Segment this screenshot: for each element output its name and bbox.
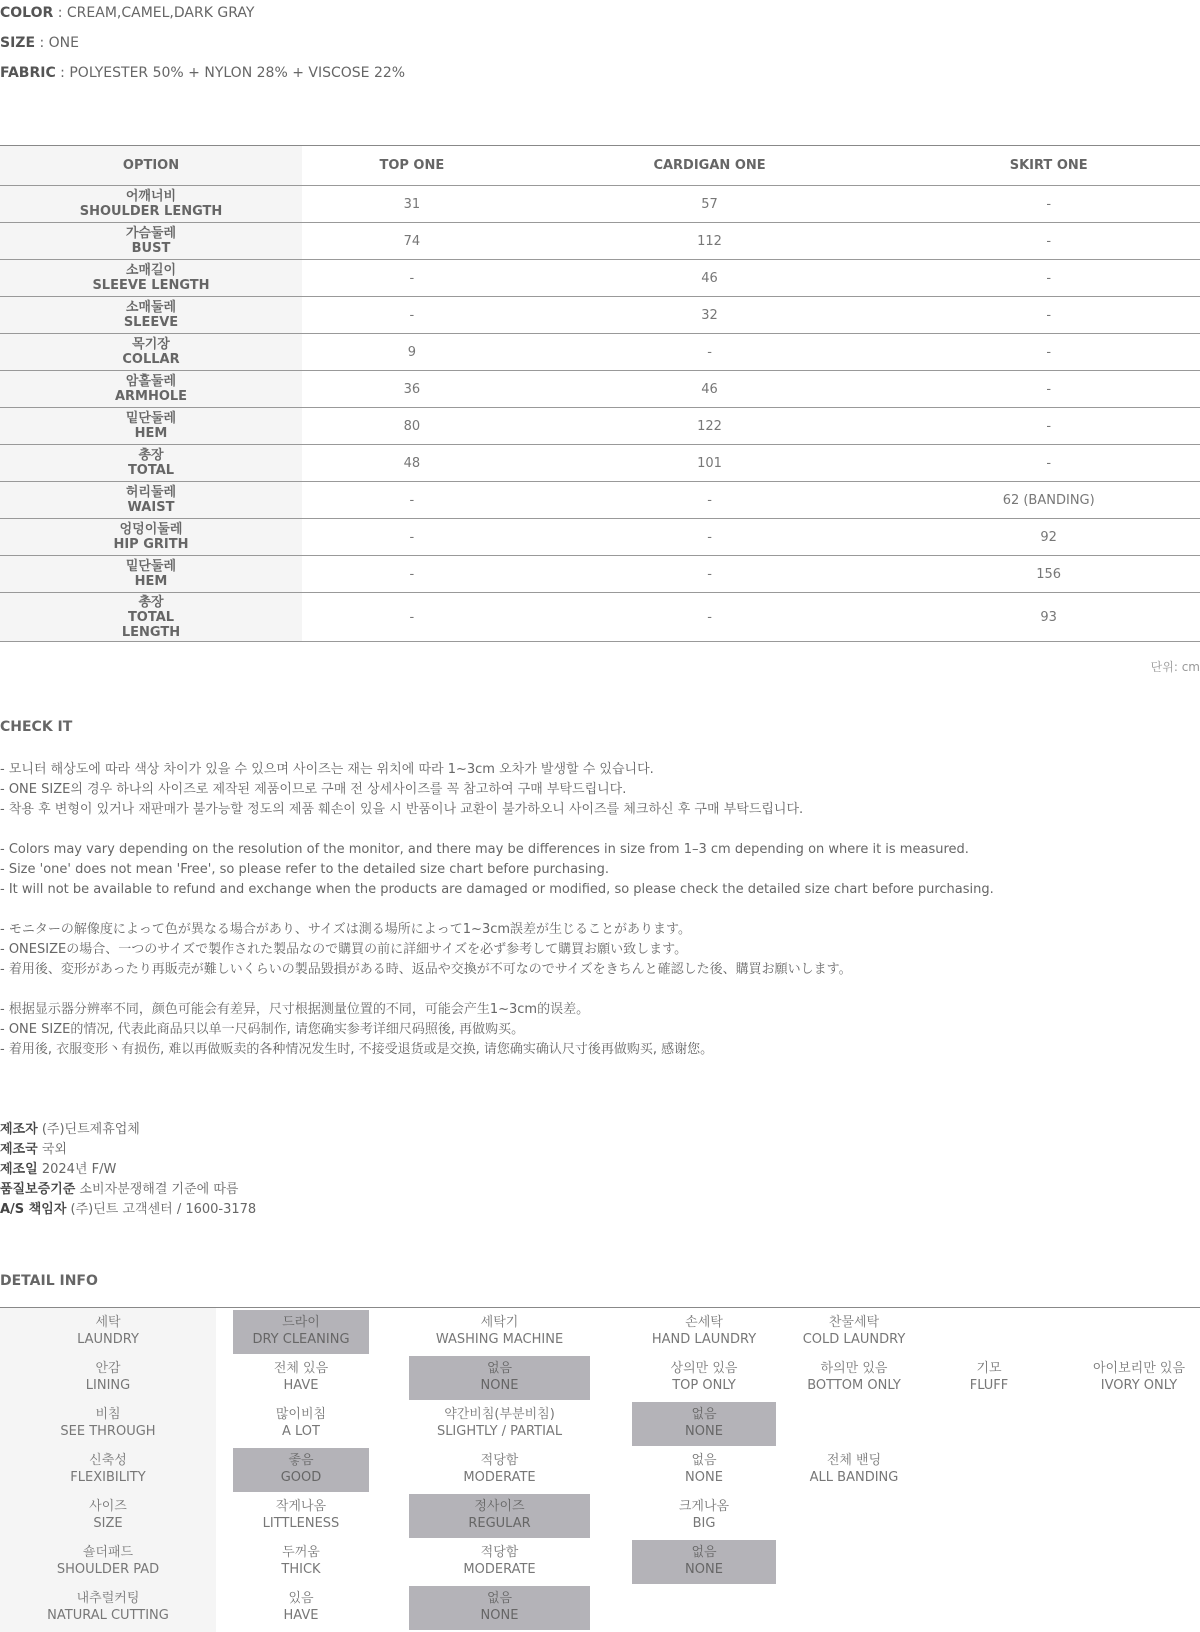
measure-label-ko: 밑단둘레 bbox=[125, 411, 177, 426]
detail-option-en: ALL BANDING bbox=[809, 1470, 899, 1485]
detail-option bbox=[409, 1540, 590, 1584]
measure-label-en: HEM bbox=[134, 574, 168, 589]
detail-option-en: WASHING MACHINE bbox=[435, 1332, 564, 1347]
maker-label: 품질보증기준 bbox=[0, 1182, 76, 1197]
maker-value: 국외 bbox=[37, 1142, 67, 1157]
size-value-cell: - bbox=[302, 482, 522, 519]
detail-option-ko: 약간비침(부분비침) bbox=[444, 1407, 555, 1422]
size-row bbox=[0, 408, 1200, 445]
detail-option-ko: 상의만 있음 bbox=[670, 1361, 738, 1376]
size-value-cell: - bbox=[897, 297, 1200, 334]
size-value-cell: 36 bbox=[302, 371, 522, 408]
measure-label bbox=[0, 445, 302, 482]
detail-row-label-ko: 비침 bbox=[95, 1407, 121, 1422]
maker-line bbox=[0, 1140, 256, 1160]
note-line: - ONE SIZE的情况, 代表此商品只以单一尺码制作, 请您确实参考详细尺码照後, 再做购买。 bbox=[0, 1022, 525, 1037]
maker-label: A/S 책임자 bbox=[0, 1202, 67, 1217]
size-value-cell: - bbox=[897, 445, 1200, 482]
size-value-cell: - bbox=[897, 260, 1200, 297]
detail-option-selected-en: DRY CLEANING bbox=[252, 1332, 350, 1347]
size-value-cell: 57 bbox=[522, 186, 898, 223]
size-value-cell: - bbox=[302, 260, 522, 297]
size-row bbox=[0, 593, 1200, 642]
measure-label-en-2: LENGTH bbox=[121, 624, 181, 640]
detail-option-en: HAND LAUNDRY bbox=[651, 1332, 757, 1347]
size-value-cell: 156 bbox=[897, 556, 1200, 593]
detail-option-ko: 세탁기 bbox=[480, 1315, 519, 1330]
detail-row-label-ko: 사이즈 bbox=[89, 1499, 127, 1514]
measure-label-ko: 총장 bbox=[138, 594, 164, 610]
detail-option-en: MODERATE bbox=[463, 1562, 536, 1577]
size-value-cell: 122 bbox=[522, 408, 898, 445]
fabric-label: FABRIC bbox=[0, 65, 56, 81]
detail-option-ko: 전체 있음 bbox=[273, 1361, 329, 1376]
measure-label-ko: 어깨너비 bbox=[125, 189, 177, 204]
detail-row-label-ko: 숄더패드 bbox=[82, 1545, 134, 1560]
size-value: : ONE bbox=[35, 35, 79, 51]
size-row bbox=[0, 371, 1200, 408]
detail-option-selected-en: NONE bbox=[480, 1608, 519, 1623]
detail-option-ko: 적당함 bbox=[480, 1453, 519, 1468]
detail-option-selected bbox=[409, 1586, 590, 1630]
note-line: - ONESIZEの場合、一つのサイズで製作された製品なので購買の前に詳細サイズを必ず参考して購買お願い致します。 bbox=[0, 942, 688, 957]
detail-row-label-en: LAUNDRY bbox=[77, 1332, 139, 1347]
size-table-header bbox=[0, 146, 1200, 186]
detail-row-label bbox=[0, 1586, 216, 1630]
size-value-cell: 62 (BANDING) bbox=[897, 482, 1200, 519]
measure-label-ko: 소매길이 bbox=[125, 263, 177, 278]
detail-option-ko: 아이보리만 있음 bbox=[1092, 1361, 1186, 1376]
measure-label-ko: 목기장 bbox=[132, 337, 170, 352]
maker-value: 소비자분쟁해결 기준에 따름 bbox=[75, 1182, 239, 1197]
measure-label-en: TOTAL bbox=[127, 609, 175, 625]
size-row bbox=[0, 223, 1200, 260]
maker-line bbox=[0, 1160, 256, 1180]
detail-option-en: COLD LAUNDRY bbox=[802, 1332, 906, 1347]
measure-label-ko: 가슴둘레 bbox=[125, 226, 177, 241]
detail-option bbox=[782, 1448, 926, 1492]
size-value-cell: - bbox=[522, 556, 898, 593]
measure-label bbox=[0, 260, 302, 297]
size-table bbox=[0, 145, 1200, 642]
detail-option bbox=[1078, 1356, 1200, 1400]
maker-label: 제조일 bbox=[0, 1162, 38, 1177]
detail-option bbox=[632, 1448, 776, 1492]
detail-option-selected bbox=[632, 1540, 776, 1584]
detail-option-en: A LOT bbox=[282, 1424, 320, 1439]
size-value-cell: - bbox=[522, 482, 898, 519]
detail-row-label-ko: 내추럴커팅 bbox=[76, 1591, 140, 1606]
size-value-cell: - bbox=[302, 556, 522, 593]
note-line: - It will not be available to refund and exchange when the products are damaged or modified, so please check the detailed size chart before purchasing. bbox=[0, 882, 994, 897]
measure-label-ko: 엉덩이둘레 bbox=[119, 522, 183, 537]
note-line: - ONE SIZE의 경우 하나의 사이즈로 제작된 제품이므로 구매 전 상세사이즈를 꼭 참고하여 구매 부탁드립니다. bbox=[0, 782, 627, 797]
detail-option-ko: 전체 밴딩 bbox=[826, 1453, 882, 1468]
size-value-cell: - bbox=[897, 334, 1200, 371]
note-line: - Size 'one' does not mean 'Free', so please refer to the detailed size chart before purchasing. bbox=[0, 862, 610, 877]
detail-option-en: IVORY ONLY bbox=[1100, 1378, 1178, 1393]
measure-label bbox=[0, 482, 302, 519]
detail-option bbox=[409, 1310, 590, 1354]
detail-option-ko: 작게나옴 bbox=[275, 1499, 327, 1514]
note-line: - 根据显示器分辨率不同，颜色可能会有差异，尺寸根据测量位置的不同，可能会产生1~3cm的误差。 bbox=[0, 1002, 590, 1017]
size-row bbox=[0, 334, 1200, 371]
detail-option-selected-ko: 없음 bbox=[691, 1407, 717, 1422]
size-value-cell: - bbox=[897, 223, 1200, 260]
detail-option-en: SLIGHTLY / PARTIAL bbox=[436, 1424, 563, 1439]
size-value-cell: 32 bbox=[522, 297, 898, 334]
maker-line bbox=[0, 1180, 256, 1200]
detail-option bbox=[632, 1494, 776, 1538]
size-value-cell: - bbox=[302, 297, 522, 334]
maker-value: (주)딘트 고객센터 / 1600-3178 bbox=[66, 1202, 257, 1217]
detail-option-selected-en: NONE bbox=[685, 1424, 723, 1439]
detail-option-selected bbox=[409, 1356, 590, 1400]
detail-row-label bbox=[0, 1356, 216, 1400]
measure-label-en: TOTAL bbox=[127, 463, 175, 478]
size-value-cell: - bbox=[522, 593, 898, 642]
detail-option bbox=[233, 1494, 369, 1538]
header-skirt: SKIRT ONE bbox=[897, 146, 1200, 186]
size-value-cell: 46 bbox=[522, 260, 898, 297]
size-value-cell: 92 bbox=[897, 519, 1200, 556]
product-specs bbox=[0, 4, 405, 94]
size-value-cell: - bbox=[522, 334, 898, 371]
unit-note: 단위: cm bbox=[1150, 660, 1200, 674]
size-value-cell: 74 bbox=[302, 223, 522, 260]
detail-option-selected-ko: 좋음 bbox=[288, 1453, 314, 1468]
color-spec bbox=[0, 4, 405, 34]
detail-row-label-en: SHOULDER PAD bbox=[56, 1562, 160, 1577]
size-value-cell: - bbox=[897, 408, 1200, 445]
detail-row-label bbox=[0, 1402, 216, 1446]
detail-option bbox=[632, 1356, 776, 1400]
detail-option bbox=[409, 1448, 590, 1492]
detail-option bbox=[782, 1310, 926, 1354]
measure-label-en: SHOULDER LENGTH bbox=[79, 204, 223, 219]
measure-label-en: SLEEVE bbox=[123, 315, 179, 330]
detail-option-selected bbox=[409, 1494, 590, 1538]
measure-label-en: COLLAR bbox=[122, 352, 180, 367]
note-gap bbox=[0, 820, 994, 840]
detail-info-grid bbox=[0, 1307, 1200, 1632]
size-value-cell: 80 bbox=[302, 408, 522, 445]
size-value-cell: 31 bbox=[302, 186, 522, 223]
detail-row-label-en: NATURAL CUTTING bbox=[47, 1608, 169, 1623]
size-value-cell: - bbox=[302, 593, 522, 642]
detail-row-label-ko: 세탁 bbox=[95, 1315, 121, 1330]
detail-option-selected-en: GOOD bbox=[280, 1470, 322, 1485]
detail-option-ko: 많이비침 bbox=[275, 1407, 327, 1422]
measure-label bbox=[0, 593, 302, 642]
detail-row-label-en: LINING bbox=[85, 1378, 131, 1393]
maker-line bbox=[0, 1120, 256, 1140]
measure-label bbox=[0, 371, 302, 408]
detail-option-en: BOTTOM ONLY bbox=[807, 1378, 901, 1393]
size-row bbox=[0, 519, 1200, 556]
detail-option-ko: 없음 bbox=[691, 1453, 717, 1468]
detail-option-en: BIG bbox=[692, 1516, 716, 1531]
detail-option-selected bbox=[233, 1310, 369, 1354]
detail-option-en: NONE bbox=[685, 1470, 723, 1485]
detail-row-label-ko: 안감 bbox=[95, 1361, 121, 1376]
detail-option bbox=[782, 1356, 926, 1400]
detail-option bbox=[233, 1540, 369, 1584]
size-value-cell: - bbox=[522, 519, 898, 556]
measure-label-ko: 허리둘레 bbox=[125, 485, 177, 500]
header-option: OPTION bbox=[0, 146, 302, 186]
size-value-cell: - bbox=[302, 519, 522, 556]
detail-option bbox=[233, 1356, 369, 1400]
size-row bbox=[0, 297, 1200, 334]
detail-option-en: HAVE bbox=[283, 1608, 319, 1623]
detail-option-selected-en: NONE bbox=[685, 1562, 723, 1577]
detail-option bbox=[632, 1310, 776, 1354]
size-spec bbox=[0, 34, 405, 64]
fabric-spec bbox=[0, 64, 405, 94]
size-value-cell: 48 bbox=[302, 445, 522, 482]
detail-option-selected-ko: 없음 bbox=[486, 1361, 513, 1376]
size-value-cell: 46 bbox=[522, 371, 898, 408]
color-label: COLOR bbox=[0, 5, 54, 21]
measure-label bbox=[0, 334, 302, 371]
detail-row-label bbox=[0, 1310, 216, 1354]
detail-option-en: THICK bbox=[281, 1562, 321, 1577]
measure-label-ko: 밑단둘레 bbox=[125, 559, 177, 574]
measure-label bbox=[0, 408, 302, 445]
size-row bbox=[0, 260, 1200, 297]
detail-option bbox=[958, 1356, 1020, 1400]
note-gap bbox=[0, 900, 994, 920]
detail-option-en: TOP ONLY bbox=[672, 1378, 736, 1393]
note-line: - 착용 후 변형이 있거나 재판매가 불가능할 정도의 제품 훼손이 있을 시 반품이나 교환이 불가하오니 사이즈를 체크하신 후 구매 부탁드립니다. bbox=[0, 802, 804, 817]
maker-line bbox=[0, 1200, 256, 1220]
detail-option-selected-ko: 드라이 bbox=[282, 1315, 320, 1330]
detail-option bbox=[409, 1402, 590, 1446]
detail-option-en: FLUFF bbox=[969, 1378, 1009, 1393]
size-value-cell: - bbox=[897, 186, 1200, 223]
detail-row-label-en: SEE THROUGH bbox=[60, 1424, 156, 1439]
size-value-cell: - bbox=[897, 371, 1200, 408]
measure-label-ko: 총장 bbox=[138, 448, 164, 463]
detail-option-ko: 손세탁 bbox=[685, 1315, 723, 1330]
measure-label bbox=[0, 223, 302, 260]
maker-value: 2024년 F/W bbox=[37, 1162, 117, 1177]
detail-option-selected-ko: 정사이즈 bbox=[474, 1499, 525, 1514]
size-value-cell: 101 bbox=[522, 445, 898, 482]
detail-option-en: HAVE bbox=[283, 1378, 319, 1393]
detail-option-selected-ko: 없음 bbox=[691, 1545, 717, 1560]
measure-label-en: HEM bbox=[134, 426, 168, 441]
detail-option-ko: 크게나옴 bbox=[678, 1499, 730, 1514]
header-cardigan: CARDIGAN ONE bbox=[522, 146, 898, 186]
note-line: - 着用後, 衣服变形丶有损伤, 难以再做贩卖的各种情况发生时, 不接受退货或是交换, 请您确实确认尺寸後再做购买, 感谢您。 bbox=[0, 1042, 714, 1057]
detail-option-ko: 찬물세탁 bbox=[828, 1315, 880, 1330]
detail-option-selected-en: REGULAR bbox=[468, 1516, 531, 1531]
detail-option-ko: 기모 bbox=[976, 1361, 1002, 1376]
size-row bbox=[0, 445, 1200, 482]
note-gap bbox=[0, 980, 994, 1000]
detail-row-label bbox=[0, 1494, 216, 1538]
measure-label-en: ARMHOLE bbox=[114, 389, 188, 404]
size-value-cell: 9 bbox=[302, 334, 522, 371]
measure-label bbox=[0, 519, 302, 556]
measure-label bbox=[0, 297, 302, 334]
detail-option-ko: 있음 bbox=[288, 1591, 314, 1606]
measure-label bbox=[0, 556, 302, 593]
detail-option-en: LITTLENESS bbox=[262, 1516, 340, 1531]
detail-option-selected-en: NONE bbox=[480, 1378, 519, 1393]
measure-label bbox=[0, 186, 302, 223]
detail-option bbox=[233, 1586, 369, 1630]
note-line: - 着用後、変形があったり再販売が難しいくらいの製品毀損がある時、返品や交換が不可なのでサイズをきちんと確認した後、購買お願いします。 bbox=[0, 962, 852, 977]
size-row bbox=[0, 556, 1200, 593]
size-value-cell: 93 bbox=[897, 593, 1200, 642]
detail-info-title: DETAIL INFO bbox=[0, 1273, 98, 1289]
check-it-notes bbox=[0, 760, 994, 1060]
detail-row-label-ko: 신축성 bbox=[89, 1453, 127, 1468]
measure-label-en: WAIST bbox=[127, 500, 175, 515]
maker-value: (주)딘트제휴업체 bbox=[37, 1122, 140, 1137]
maker-info bbox=[0, 1120, 256, 1220]
maker-label: 제조국 bbox=[0, 1142, 38, 1157]
measure-label-ko: 소매둘레 bbox=[125, 300, 177, 315]
note-line: - モニターの解像度によって色が異なる場合があり、サイズは測る場所によって1~3cm誤差が生じることがあります。 bbox=[0, 922, 691, 937]
note-line: - Colors may vary depending on the resolution of the monitor, and there may be differences in size from 1–3 cm depending on where it is measured. bbox=[0, 842, 969, 857]
note-line: - 모니터 해상도에 따라 색상 차이가 있을 수 있으며 사이즈는 재는 위치에 따라 1~3cm 오차가 발생할 수 있습니다. bbox=[0, 762, 654, 777]
detail-option-en: MODERATE bbox=[463, 1470, 536, 1485]
measure-label-en: BUST bbox=[131, 241, 171, 256]
detail-row-label-en: FLEXIBILITY bbox=[70, 1470, 146, 1485]
color-value: : CREAM,CAMEL,DARK GRAY bbox=[53, 5, 255, 21]
detail-option-ko: 하의만 있음 bbox=[820, 1361, 888, 1376]
detail-row-label bbox=[0, 1540, 216, 1584]
size-row bbox=[0, 482, 1200, 519]
detail-row-label-en: SIZE bbox=[93, 1516, 123, 1531]
detail-option-selected bbox=[632, 1402, 776, 1446]
measure-label-en: HIP GRITH bbox=[113, 537, 189, 552]
detail-option-selected-ko: 없음 bbox=[486, 1591, 513, 1606]
detail-row-label bbox=[0, 1448, 216, 1492]
measure-label-ko: 암홀둘레 bbox=[125, 374, 177, 389]
fabric-value: : POLYESTER 50% + NYLON 28% + VISCOSE 22% bbox=[55, 65, 406, 81]
detail-option bbox=[233, 1402, 369, 1446]
measure-label-en: SLEEVE LENGTH bbox=[92, 278, 210, 293]
header-top: TOP ONE bbox=[302, 146, 522, 186]
size-row bbox=[0, 186, 1200, 223]
detail-option-ko: 적당함 bbox=[480, 1545, 519, 1560]
detail-option-ko: 두꺼움 bbox=[282, 1545, 320, 1560]
size-value-cell: 112 bbox=[522, 223, 898, 260]
maker-label: 제조자 bbox=[0, 1122, 38, 1137]
detail-option-selected bbox=[233, 1448, 369, 1492]
size-label: SIZE bbox=[0, 35, 36, 51]
check-it-title: CHECK IT bbox=[0, 719, 73, 735]
